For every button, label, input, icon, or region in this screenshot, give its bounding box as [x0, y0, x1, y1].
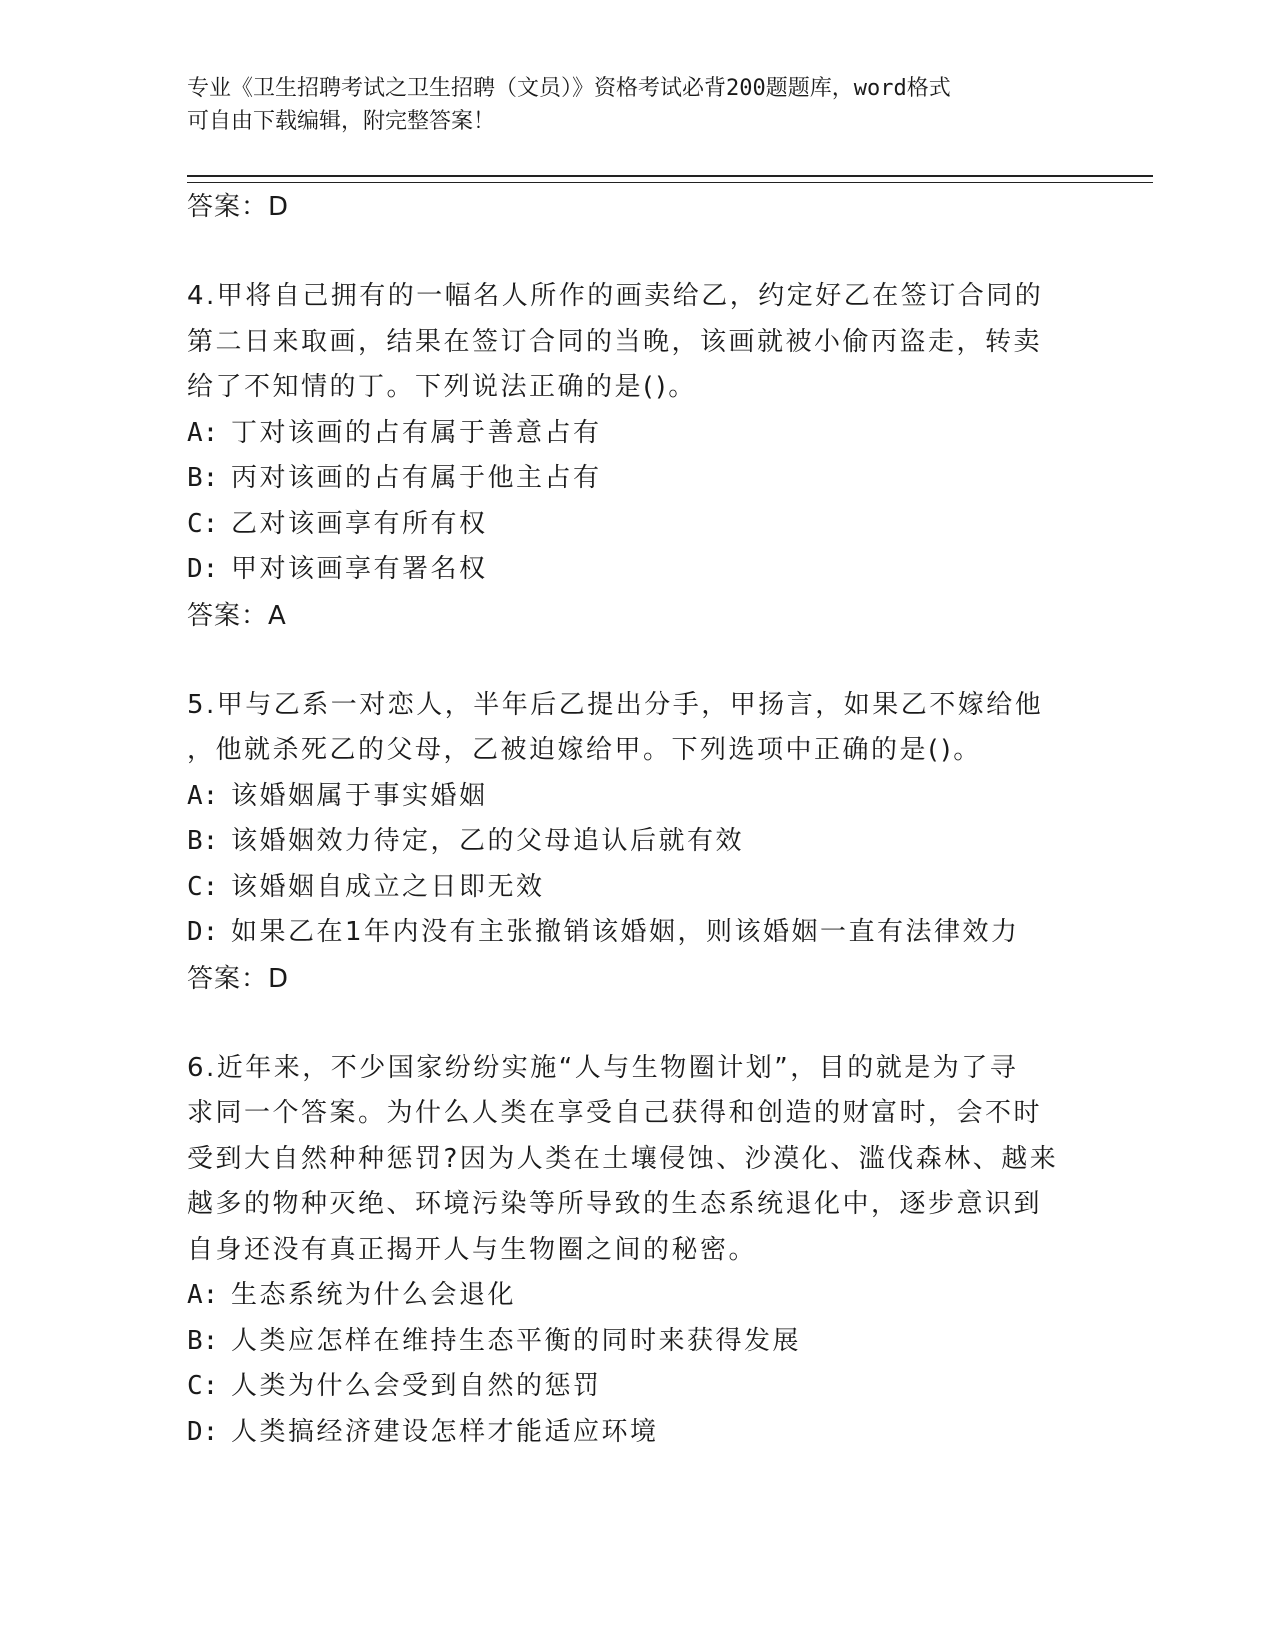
option-a — [187, 411, 1067, 457]
option-c — [187, 865, 1067, 911]
option-text: 人类应怎样在维持生态平衡的同时来获得发展 — [231, 1325, 802, 1356]
option-key: B: — [187, 826, 219, 856]
option-text: 如果乙在1年内没有主张撤销该婚姻，则该婚姻一直有法律效力 — [231, 917, 1020, 947]
option-c — [187, 502, 1067, 548]
option-text: 甲对该画享有署名权 — [231, 554, 488, 584]
question-stem — [187, 683, 1067, 774]
header-divider-thin — [187, 182, 1153, 183]
option-key: D: — [187, 1416, 219, 1447]
option-text: 丁对该画的占有属于善意占有 — [231, 417, 602, 448]
answer-question-4: 答案：A — [187, 600, 287, 631]
stem-line: 4.甲将自己拥有的一幅名人所作的画卖给乙，约定好乙在签订合同的 — [187, 281, 1044, 311]
answer-question-5: 答案：D — [187, 963, 290, 994]
option-a — [187, 1273, 1067, 1319]
page-header — [187, 72, 1067, 138]
option-key: A: — [187, 417, 219, 448]
option-key: C: — [187, 508, 219, 539]
option-text: 该婚姻属于事实婚姻 — [231, 780, 488, 811]
option-key: B: — [187, 1325, 219, 1356]
option-d — [187, 1410, 1067, 1456]
question-stem — [187, 1046, 1067, 1274]
question-stem — [187, 274, 1067, 411]
option-key: A: — [187, 1280, 219, 1310]
header-divider-thick — [187, 175, 1153, 177]
stem-line: 给了不知情的丁。下列说法正确的是()。 — [187, 372, 697, 402]
option-text: 人类为什么会受到自然的惩罚 — [231, 1371, 602, 1401]
stem-line: 越多的物种灭绝、环境污染等所导致的生态系统退化中，逐步意识到 — [187, 1189, 1043, 1219]
option-b — [187, 1319, 1067, 1365]
option-a — [187, 774, 1067, 820]
option-key: D: — [187, 917, 219, 947]
option-d — [187, 547, 1067, 593]
option-text: 该婚姻自成立之日即无效 — [231, 871, 545, 902]
option-key: C: — [187, 1371, 219, 1401]
option-key: B: — [187, 463, 219, 493]
option-text: 该婚姻效力待定，乙的父母追认后就有效 — [231, 826, 745, 856]
option-text: 人类搞经济建设怎样才能适应环境 — [231, 1416, 659, 1447]
option-b — [187, 819, 1067, 865]
option-key: C: — [187, 871, 219, 902]
stem-line: 5.甲与乙系一对恋人，半年后乙提出分手，甲扬言，如果乙不嫁给他 — [187, 689, 1044, 720]
header-title-line-1: 专业《卫生招聘考试之卫生招聘（文员）》资格考试必背200题题库，word格式 — [187, 76, 951, 101]
option-c — [187, 1364, 1067, 1410]
option-text: 丙对该画的占有属于他主占有 — [231, 463, 602, 493]
stem-line: 求同一个答案。为什么人类在享受自己获得和创造的财富时，会不时 — [187, 1098, 1043, 1128]
stem-line: 自身还没有真正揭开人与生物圈之间的秘密。 — [187, 1234, 758, 1265]
option-text: 生态系统为什么会退化 — [231, 1280, 517, 1310]
option-key: A: — [187, 780, 219, 811]
document-body — [187, 190, 1067, 1455]
header-title-line-2: 可自由下载编辑，附完整答案！ — [187, 109, 496, 134]
question-5 — [187, 683, 1067, 996]
stem-line: ，他就杀死乙的父母，乙被迫嫁给甲。下列选项中正确的是()。 — [187, 735, 982, 765]
option-b — [187, 456, 1067, 502]
option-text: 乙对该画享有所有权 — [231, 508, 488, 539]
question-4 — [187, 274, 1067, 633]
stem-line: 受到大自然种种惩罚?因为人类在土壤侵蚀、沙漠化、滥伐森林、越来 — [187, 1143, 1059, 1174]
option-d — [187, 910, 1067, 956]
stem-line: 6.近年来，不少国家纷纷实施“人与生物圈计划”，目的就是为了寻 — [187, 1052, 1019, 1083]
question-6 — [187, 1046, 1067, 1456]
option-key: D: — [187, 554, 219, 584]
answer-previous-question: 答案：D — [187, 192, 290, 222]
stem-line: 第二日来取画，结果在签订合同的当晚，该画就被小偷丙盗走，转卖 — [187, 326, 1043, 357]
